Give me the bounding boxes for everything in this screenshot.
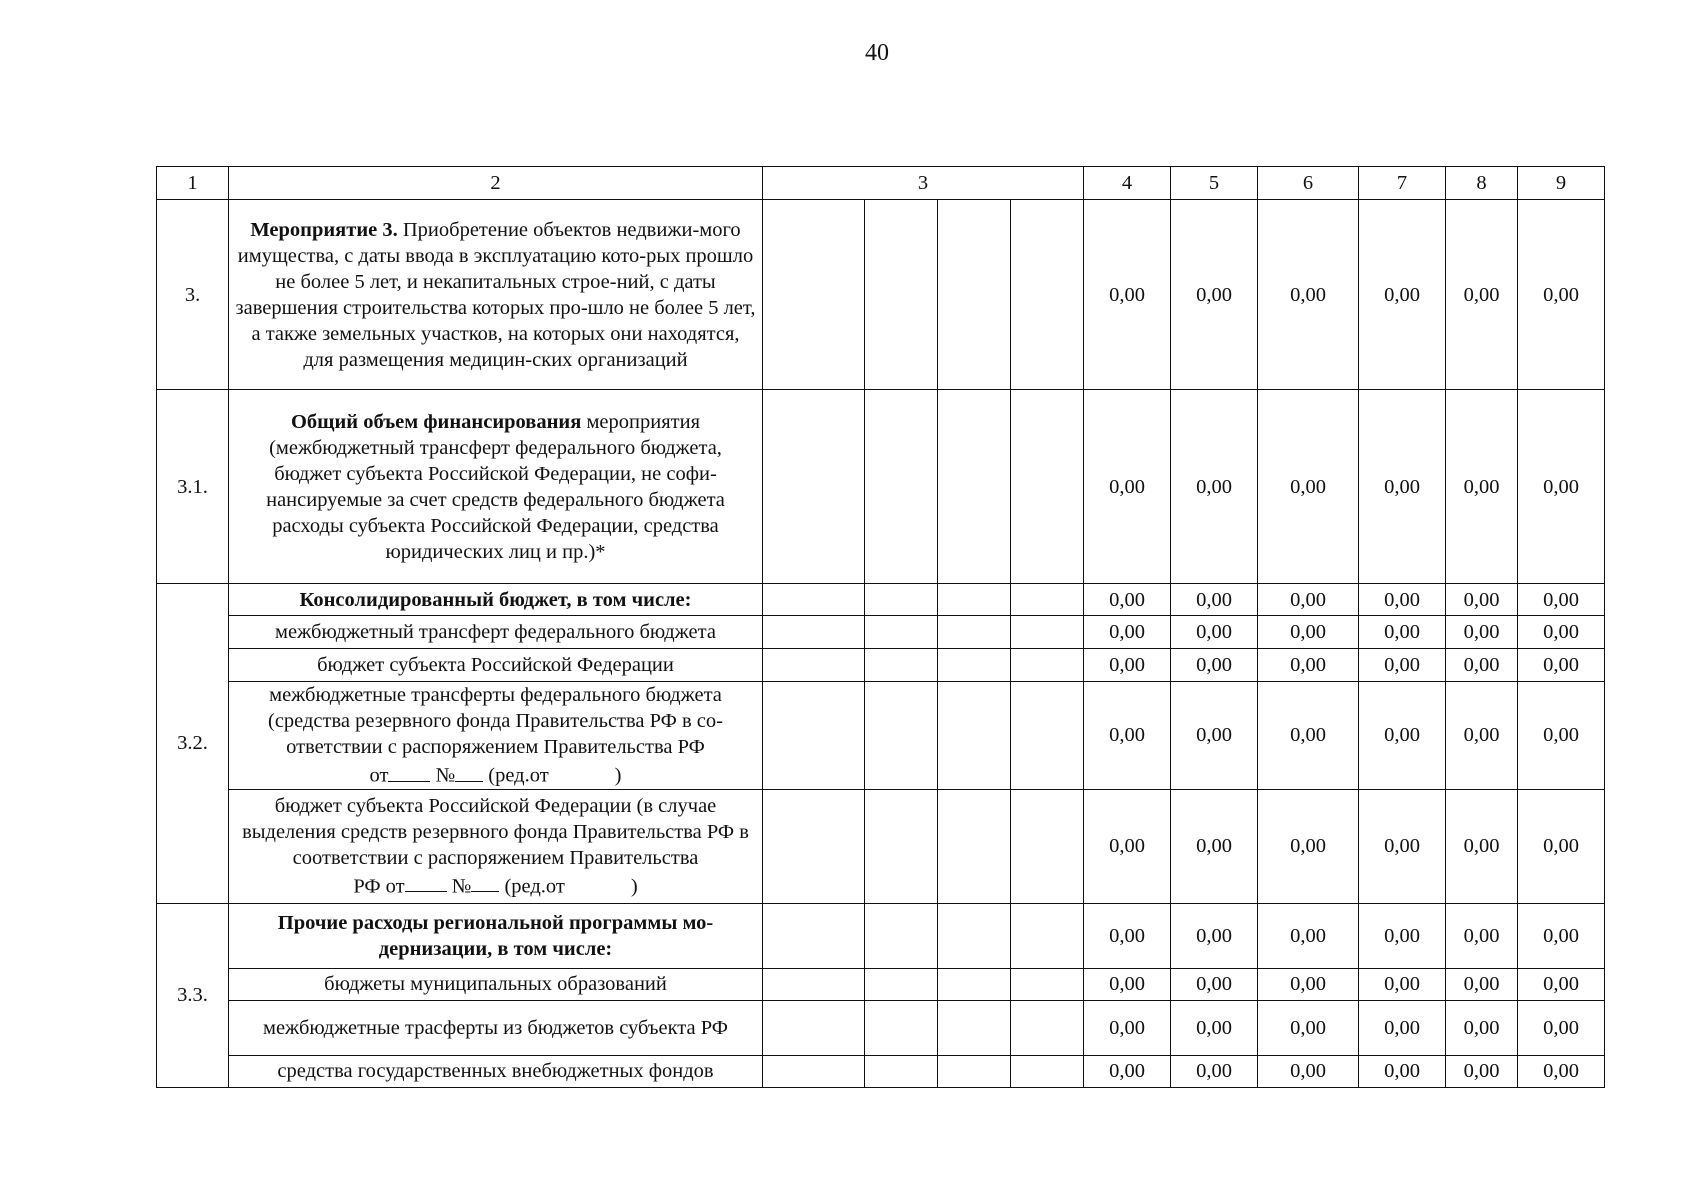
value-cell: 0,00 (1171, 789, 1258, 903)
value-cell: 0,00 (1359, 903, 1446, 968)
row-text: межбюджетные трансферты федерального бюджета (средства резервного фонда Правительства РФ в со-ответствии с распоряжением Правительства РФ (268, 684, 723, 758)
value-cell: 0,00 (1359, 616, 1446, 649)
value-cell: 0,00 (1518, 682, 1605, 790)
row-text: № (435, 764, 456, 787)
empty-cell (938, 1055, 1011, 1087)
empty-cell (763, 390, 865, 584)
table-row (157, 390, 1605, 584)
value-cell: 0,00 (1084, 649, 1171, 682)
value-cell: 0,00 (1258, 649, 1359, 682)
value-cell: 0,00 (1446, 1000, 1518, 1055)
row-code: 3.2. (157, 584, 229, 904)
empty-cell (1011, 200, 1084, 390)
value-cell: 0,00 (1518, 584, 1605, 616)
fill-in-blank (471, 871, 499, 893)
value-cell: 0,00 (1171, 649, 1258, 682)
value-cell: 0,00 (1446, 390, 1518, 584)
value-cell: 0,00 (1446, 789, 1518, 903)
value-cell: 0,00 (1446, 968, 1518, 1000)
value-cell: 0,00 (1258, 903, 1359, 968)
value-cell: 0,00 (1084, 584, 1171, 616)
value-cell: 0,00 (1518, 1000, 1605, 1055)
row-description: межбюджетные трасферты из бюджетов субъекта РФ (229, 1000, 763, 1055)
row-code: 3.1. (157, 390, 229, 584)
empty-cell (1011, 1055, 1084, 1087)
row-text: бюджет субъекта Российской Федерации (в случае выделения средств резервного фонда Правительства РФ в соответствии с распоряжением Правительства (242, 794, 749, 869)
value-cell: 0,00 (1518, 1055, 1605, 1087)
row-description (229, 789, 763, 903)
row-description: бюджет субъекта Российской Федерации (229, 649, 763, 682)
value-cell: 0,00 (1518, 390, 1605, 584)
value-cell: 0,00 (1258, 1055, 1359, 1087)
value-cell: 0,00 (1359, 1055, 1446, 1087)
value-cell: 0,00 (1518, 649, 1605, 682)
empty-cell (1011, 682, 1084, 790)
value-cell: 0,00 (1446, 682, 1518, 790)
value-cell: 0,00 (1518, 968, 1605, 1000)
empty-cell (763, 1055, 865, 1087)
value-cell: 0,00 (1084, 682, 1171, 790)
empty-cell (938, 200, 1011, 390)
value-cell: 0,00 (1446, 903, 1518, 968)
header-cell: 6 (1258, 167, 1359, 200)
value-cell: 0,00 (1518, 200, 1605, 390)
empty-cell (1011, 903, 1084, 968)
header-cell: 2 (229, 167, 763, 200)
value-cell: 0,00 (1359, 682, 1446, 790)
table-row (157, 584, 1605, 616)
value-cell: 0,00 (1084, 903, 1171, 968)
value-cell: 0,00 (1084, 789, 1171, 903)
header-cell: 1 (157, 167, 229, 200)
table-row (157, 649, 1605, 682)
empty-cell (865, 1055, 938, 1087)
value-cell: 0,00 (1518, 789, 1605, 903)
empty-cell (763, 903, 865, 968)
fill-in-blank (388, 760, 430, 782)
empty-cell (1011, 390, 1084, 584)
value-cell: 0,00 (1258, 200, 1359, 390)
page-number: 40 (865, 40, 889, 66)
empty-cell (938, 789, 1011, 903)
empty-cell (763, 682, 865, 790)
empty-cell (1011, 616, 1084, 649)
row-description (229, 584, 763, 616)
value-cell: 0,00 (1171, 1000, 1258, 1055)
value-cell: 0,00 (1258, 682, 1359, 790)
empty-cell (938, 1000, 1011, 1055)
empty-cell (763, 616, 865, 649)
empty-cell (1011, 789, 1084, 903)
value-cell: 0,00 (1359, 1000, 1446, 1055)
empty-cell (763, 200, 865, 390)
value-cell: 0,00 (1359, 584, 1446, 616)
row-description (229, 682, 763, 790)
value-cell: 0,00 (1084, 616, 1171, 649)
value-cell: 0,00 (1518, 616, 1605, 649)
value-cell: 0,00 (1171, 584, 1258, 616)
value-cell: 0,00 (1359, 649, 1446, 682)
table-row (157, 1000, 1605, 1055)
financing-table (156, 166, 1605, 1088)
empty-cell (763, 649, 865, 682)
row-text: (ред.от (488, 764, 549, 787)
row-text: ) (614, 764, 622, 787)
header-cell: 9 (1518, 167, 1605, 200)
row-code: 3.3. (157, 903, 229, 1087)
row-title-bold: Прочие расходы региональной программы мо-дернизации, в том числе: (277, 911, 714, 960)
value-cell: 0,00 (1084, 968, 1171, 1000)
row-description (229, 903, 763, 968)
table-row (157, 1055, 1605, 1087)
empty-cell (865, 968, 938, 1000)
empty-cell (763, 789, 865, 903)
empty-cell (865, 616, 938, 649)
value-cell: 0,00 (1446, 1055, 1518, 1087)
value-cell: 0,00 (1446, 200, 1518, 390)
empty-cell (938, 584, 1011, 616)
value-cell: 0,00 (1446, 616, 1518, 649)
row-description (229, 390, 763, 584)
empty-cell (763, 1000, 865, 1055)
empty-cell (1011, 649, 1084, 682)
value-cell: 0,00 (1359, 789, 1446, 903)
value-cell: 0,00 (1359, 968, 1446, 1000)
empty-cell (865, 584, 938, 616)
table-row (157, 903, 1605, 968)
value-cell: 0,00 (1171, 200, 1258, 390)
empty-cell (763, 968, 865, 1000)
row-description: средства государственных внебюджетных фондов (229, 1055, 763, 1087)
value-cell: 0,00 (1084, 1000, 1171, 1055)
empty-cell (938, 649, 1011, 682)
value-cell: 0,00 (1359, 390, 1446, 584)
empty-cell (865, 789, 938, 903)
empty-cell (1011, 584, 1084, 616)
row-description: бюджеты муниципальных образований (229, 968, 763, 1000)
empty-cell (938, 903, 1011, 968)
row-text: № (451, 875, 472, 898)
header-cell: 8 (1446, 167, 1518, 200)
fill-in-blank (455, 760, 483, 782)
empty-cell (865, 390, 938, 584)
value-cell: 0,00 (1359, 200, 1446, 390)
empty-cell (865, 200, 938, 390)
value-cell: 0,00 (1258, 390, 1359, 584)
row-code: 3. (157, 200, 229, 390)
row-title-text: мероприятия (межбюджетный трансферт федерального бюджета, бюджет субъекта Российской Федерации, не софи-нансируемые за счет средств федерального бюджета расходы субъекта Российской Федерации, средства юридических лиц и пр.)* (266, 410, 725, 563)
value-cell: 0,00 (1258, 968, 1359, 1000)
value-cell: 0,00 (1171, 1055, 1258, 1087)
value-cell: 0,00 (1258, 584, 1359, 616)
value-cell: 0,00 (1171, 390, 1258, 584)
row-text: от (369, 764, 389, 787)
header-cell: 3 (763, 167, 1084, 200)
empty-cell (865, 1000, 938, 1055)
empty-cell (865, 903, 938, 968)
table-row (157, 682, 1605, 790)
header-row (157, 167, 1605, 200)
empty-cell (865, 682, 938, 790)
row-text: ) (630, 875, 638, 898)
value-cell: 0,00 (1084, 200, 1171, 390)
value-cell: 0,00 (1084, 1055, 1171, 1087)
empty-cell (938, 968, 1011, 1000)
table-row (157, 968, 1605, 1000)
table-row (157, 200, 1605, 390)
value-cell: 0,00 (1258, 616, 1359, 649)
table-row (157, 789, 1605, 903)
header-cell: 4 (1084, 167, 1171, 200)
row-text: (ред.от (504, 875, 565, 898)
empty-cell (865, 649, 938, 682)
row-title-bold: Общий объем финансирования (290, 410, 582, 433)
empty-cell (1011, 1000, 1084, 1055)
row-title-text: Приобретение объектов недвижи-мого имущества, с даты ввода в эксплуатацию кото-рых прошло не более 5 лет, и некапитальных строе-ний, с даты завершения строительства которых про-шло не более 5 лет, а также земельных участков, на которых они находятся, для размещения медицин-ских организаций (235, 218, 756, 371)
value-cell: 0,00 (1446, 584, 1518, 616)
value-cell: 0,00 (1258, 789, 1359, 903)
row-description: межбюджетный трансферт федерального бюджета (229, 616, 763, 649)
table-row (157, 616, 1605, 649)
value-cell: 0,00 (1171, 968, 1258, 1000)
empty-cell (938, 616, 1011, 649)
empty-cell (938, 682, 1011, 790)
value-cell: 0,00 (1171, 616, 1258, 649)
empty-cell (1011, 968, 1084, 1000)
row-title-bold: Консолидированный бюджет, в том числе: (299, 588, 692, 611)
value-cell: 0,00 (1171, 903, 1258, 968)
value-cell: 0,00 (1084, 390, 1171, 584)
header-cell: 7 (1359, 167, 1446, 200)
empty-cell (938, 390, 1011, 584)
header-cell: 5 (1171, 167, 1258, 200)
value-cell: 0,00 (1518, 903, 1605, 968)
row-title-bold: Мероприятие 3. (250, 218, 398, 241)
value-cell: 0,00 (1171, 682, 1258, 790)
value-cell: 0,00 (1258, 1000, 1359, 1055)
value-cell: 0,00 (1446, 649, 1518, 682)
empty-cell (763, 584, 865, 616)
row-description (229, 200, 763, 390)
row-text: РФ от (353, 875, 405, 898)
fill-in-blank (405, 871, 447, 893)
